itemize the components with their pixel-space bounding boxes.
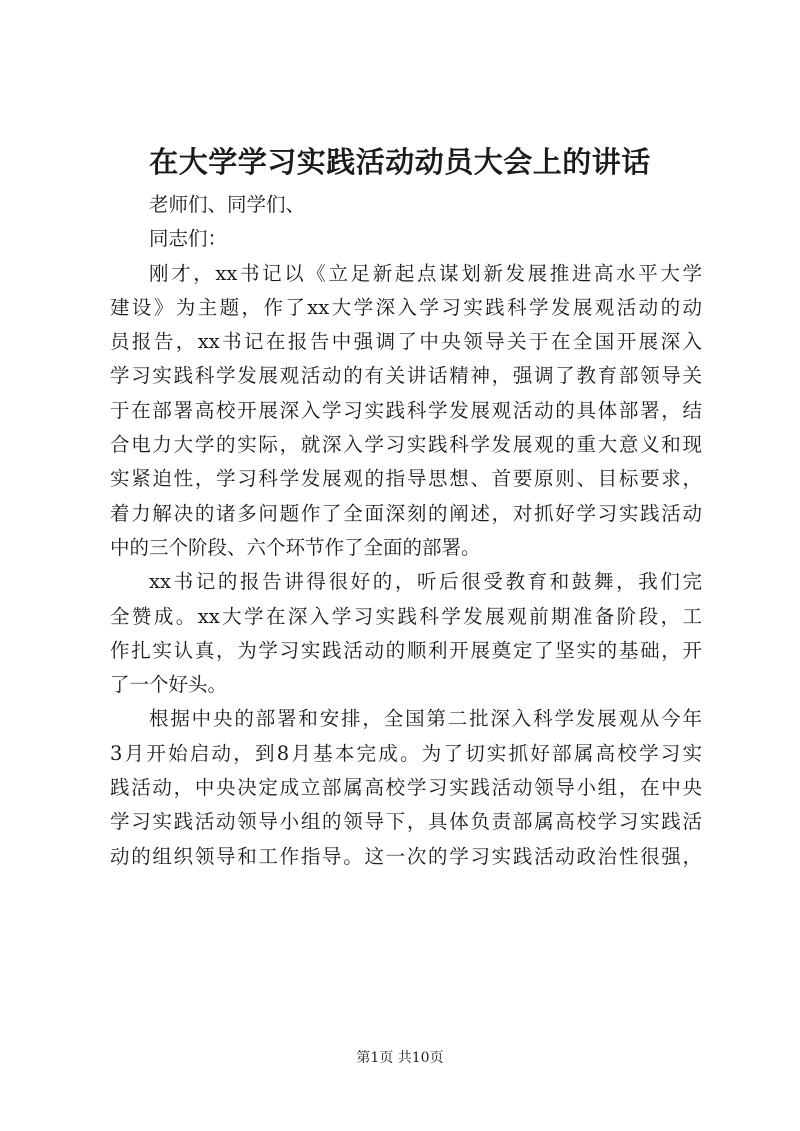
salutation-line-1: 老师们、同学们、 [149, 193, 306, 216]
document-title: 在大学学习实践活动动员大会上的讲话 [149, 145, 651, 179]
paragraph-2-line: 全赞成。xx大学在深入学习实践科学发展观前期准备阶段，工 [110, 604, 702, 628]
paragraph-1-line: 员报告，xx书记在报告中强调了中央领导关于在全国开展深入 [110, 330, 702, 354]
paragraph-2-line: 作扎实认真，为学习实践活动的顺利开展奠定了坚实的基础，开 [110, 638, 702, 662]
paragraph-3-line: 动的组织领导和工作指导。这一次的学习实践活动政治性很强， [110, 844, 702, 868]
paragraph-2-line: 了一个好头。 [110, 673, 228, 697]
page-number-footer: 第1页 共10页 [356, 1050, 444, 1066]
paragraph-3-line: 3月开始启动，到8月基本完成。为了切实抓好部属高校学习实 [110, 741, 702, 765]
paragraph-1-line: 建设》为主题，作了xx大学深入学习实践科学发展观活动的动 [110, 295, 702, 319]
paragraph-1-line: 刚才，xx书记以《立足新起点谋划新发展推进高水平大学 [149, 261, 702, 285]
document-body [110, 188, 702, 874]
paragraph-1-line: 实紧迫性，学习科学发展观的指导思想、首要原则、目标要求， [110, 467, 702, 491]
paragraph-2-line: xx书记的报告讲得很好的，听后很受教育和鼓舞，我们完 [149, 570, 702, 594]
paragraph-1-line: 合电力大学的实际，就深入学习实践科学发展观的重大意义和现 [110, 433, 702, 457]
paragraph-1-line: 学习实践科学发展观活动的有关讲话精神，强调了教育部领导关 [110, 364, 702, 388]
paragraph-3-line: 学习实践活动领导小组的领导下，具体负责部属高校学习实践活 [110, 810, 702, 834]
paragraph-1-line: 着力解决的诸多问题作了全面深刻的阐述，对抓好学习实践活动 [110, 501, 702, 525]
paragraph-1-line: 于在部署高校开展深入学习实践科学发展观活动的具体部署，结 [110, 398, 702, 422]
salutation-line-2: 同志们： [149, 227, 228, 251]
paragraph-3-line: 践活动，中央决定成立部属高校学习实践活动领导小组，在中央 [110, 776, 702, 800]
paragraph-1-line: 中的三个阶段、六个环节作了全面的部署。 [110, 535, 481, 559]
paragraph-3-line: 根据中央的部署和安排，全国第二批深入科学发展观从今年 [149, 707, 702, 731]
